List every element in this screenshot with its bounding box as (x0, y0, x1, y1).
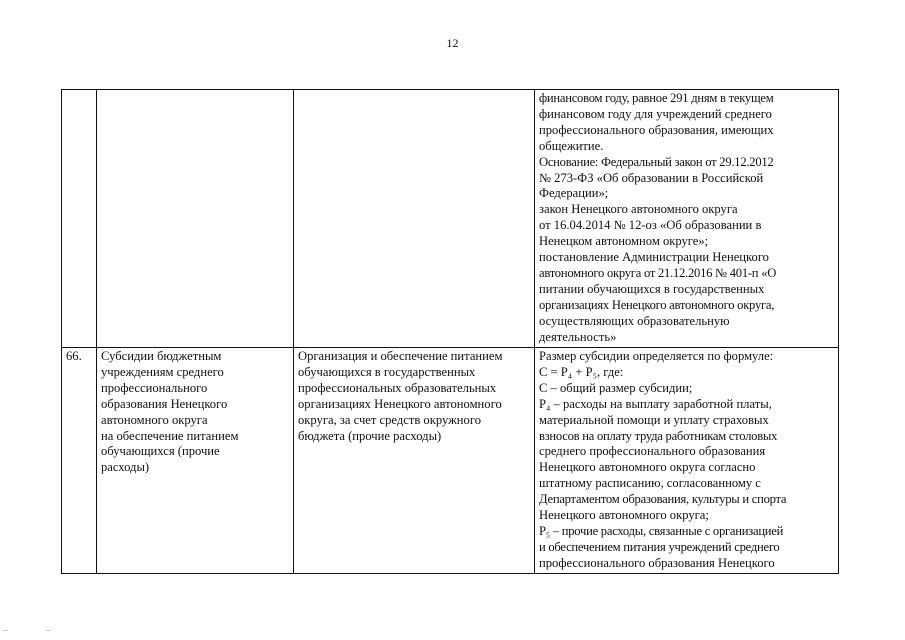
subsidy-name-cell (97, 90, 294, 348)
text-line: питании обучающихся в государственных (539, 281, 765, 296)
text-line: Субсидии бюджетным (101, 349, 222, 363)
purpose-cell (294, 90, 535, 348)
text-line: закон Ненецкого автономного округа (539, 202, 738, 217)
text-line: организациях Ненецкого автономного (298, 396, 502, 411)
text-line: Размер субсидии определяется по формуле: (539, 349, 774, 363)
calculation-text (539, 91, 834, 346)
text-line: среднего профессионального образования (539, 444, 766, 459)
text-line: обучающихся (прочие (101, 444, 220, 459)
row-number-cell (62, 348, 97, 574)
text-line: бюджета (прочие расходы) (298, 428, 442, 443)
text-line: С = Р₄ + Р₅, где: (539, 364, 624, 379)
text-line: штатному расписанию, согласованному с (539, 476, 761, 491)
text-line: Основание: Федеральный закон от 29.12.2012 (539, 154, 774, 169)
text-line: Ненецком автономном округе»; (539, 234, 709, 249)
text-line: постановление Администрации Ненецкого (539, 250, 769, 265)
purpose-cell (294, 348, 535, 574)
text-line: Р₄ – расходы на выплату заработной платы, (539, 396, 772, 411)
text-line: автономного округа (101, 412, 208, 427)
text-line: учреждениям среднего (101, 364, 224, 379)
text-line: Ненецкого автономного округа; (539, 508, 709, 523)
subsidy-name (101, 349, 289, 476)
text-line: С – общий размер субсидии; (539, 380, 693, 395)
text-line: № 273-ФЗ «Об образовании в Российской (539, 170, 764, 185)
text-line: финансовом году для учреждений среднего (539, 106, 772, 121)
text-line: на обеспечение питанием (101, 428, 239, 443)
text-line: профессионального образования Ненецкого (539, 555, 775, 570)
calculation-cell (535, 90, 839, 348)
text-line: Федерации»; (539, 186, 609, 201)
calculation-cell (535, 348, 839, 574)
text-line: организациях Ненецкого автономного округа, (539, 297, 775, 312)
text-line: материальной помощи и уплату страховых (539, 412, 769, 427)
text-line: от 16.04.2014 № 12-оз «Об образовании в (539, 218, 762, 233)
text-line: взносов на оплату труда работникам столовых (539, 428, 778, 443)
text-line: осуществляющих образовательную (539, 313, 730, 328)
table-row (62, 90, 839, 348)
text-line: Департаментом образования, культуры и спорта (539, 492, 787, 507)
text-line: образования Ненецкого (101, 396, 228, 411)
calculation-text (539, 349, 834, 572)
document-table (61, 89, 839, 574)
row-number-cell (62, 90, 97, 348)
page-number: 12 (446, 36, 459, 50)
text-line: общежитие. (539, 138, 604, 153)
row-number: 66. (66, 349, 82, 363)
text-line: и обеспечением питания учреждений среднего (539, 539, 780, 554)
scan-artifact (0, 630, 80, 632)
table-row (62, 348, 839, 574)
text-line: Р₅ – прочие расходы, связанные с организацией (539, 523, 784, 538)
text-line: Организация и обеспечение питанием (298, 349, 503, 363)
text-line: финансовом году, равное 291 дням в текущем (539, 91, 774, 105)
subsidy-purpose (298, 349, 530, 444)
text-line: Ненецкого автономного округа согласно (539, 460, 756, 475)
text-line: профессионального (101, 380, 208, 395)
text-line: профессионального образования, имеющих (539, 122, 774, 137)
subsidy-name-cell (97, 348, 294, 574)
text-line: профессиональных образовательных (298, 380, 497, 395)
text-line: деятельность» (539, 329, 617, 344)
text-line: расходы) (101, 460, 150, 475)
text-line: обучающихся в государственных (298, 364, 476, 379)
text-line: автономного округа от 21.12.2016 № 401-п «О (539, 265, 777, 280)
text-line: округа, за счет средств окружного (298, 412, 481, 427)
